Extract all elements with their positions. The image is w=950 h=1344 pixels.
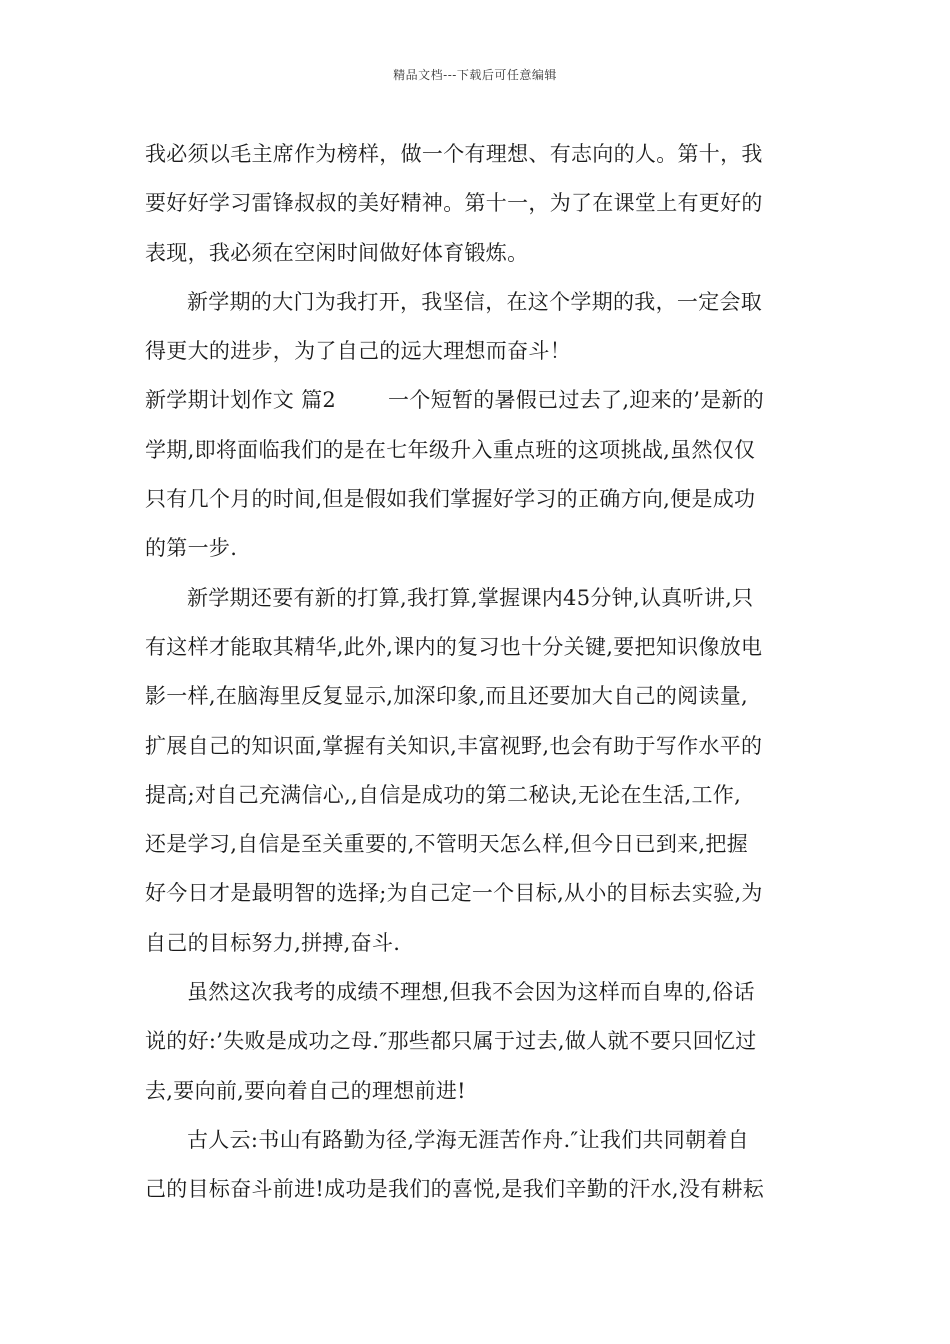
text-line: 学期,即将面临我们的是在七年级升入重点班的这项挑战,虽然仅仅 (145, 437, 756, 462)
section-title: 新学期计划作文 篇2 (145, 388, 337, 413)
text-line: 己的目标奋斗前进!成功是我们的喜悦,是我们辛勤的汗水,没有耕耘 (145, 1177, 765, 1202)
text-line: 只有几个月的时间,但是假如我们掌握好学习的正确方向,便是成功 (145, 487, 756, 512)
text-line: 提高;对自己充满信心,,自信是成功的第二秘诀,无论在生活,工作, (145, 782, 742, 807)
text-line: 要好好学习雷锋叔叔的美好精神。第十一，为了在课堂上有更好的 (145, 191, 763, 216)
text-line: 虽然这次我考的成绩不理想,但我不会因为这样而自卑的,俗话 (187, 980, 755, 1005)
text-line: 我必须以毛主席作为榜样，做一个有理想、有志向的人。第十，我 (145, 142, 763, 166)
text-line: 表现，我必须在空闲时间做好体育锻炼。 (145, 240, 529, 265)
text-line: 古人云:书山有路勤为径,学海无涯苦作舟.″让我们共同朝着自 (187, 1127, 749, 1152)
text-line: 新学期的大门为我打开，我坚信，在这个学期的我，一定会取 (187, 289, 763, 314)
article-body (145, 130, 807, 1215)
text-line: 自己的目标努力,拼搏,奋斗. (145, 930, 401, 955)
text-line: 有这样才能取其精华,此外,课内的复习也十分关键,要把知识像放电 (145, 634, 763, 659)
text-line: 还是学习,自信是至关重要的,不管明天怎么样,但今日已到来,把握 (145, 832, 748, 857)
text-line-rest: 一个短暂的暑假已过去了,迎来的’是新的 (388, 388, 765, 413)
text-line: 好今日才是最明智的选择;为自己定一个目标,从小的目标去实验,为 (145, 881, 763, 906)
text-line: 扩展自己的知识面,掌握有关知识,丰富视野,也会有助于写作水平的 (145, 733, 763, 758)
text-line: 得更大的进步，为了自己的远大理想而奋斗！ (145, 339, 571, 364)
text-line: 去,要向前,要向着自己的理想前进! (145, 1078, 466, 1103)
text-line: 新学期还要有新的打算,我打算,掌握课内45分钟,认真听讲,只 (187, 585, 754, 610)
text-line: 影一样,在脑海里反复显示,加深印象,而且还要加大自己的阅读量, (145, 684, 748, 709)
section-title-line (145, 376, 807, 425)
page-header: 精品文档---下载后可任意编辑 (393, 68, 557, 82)
text-line: 的第一步. (145, 536, 238, 561)
text-line: 说的好:’失败是成功之母.″那些都只属于过去,做人就不要只回忆过 (145, 1029, 757, 1054)
